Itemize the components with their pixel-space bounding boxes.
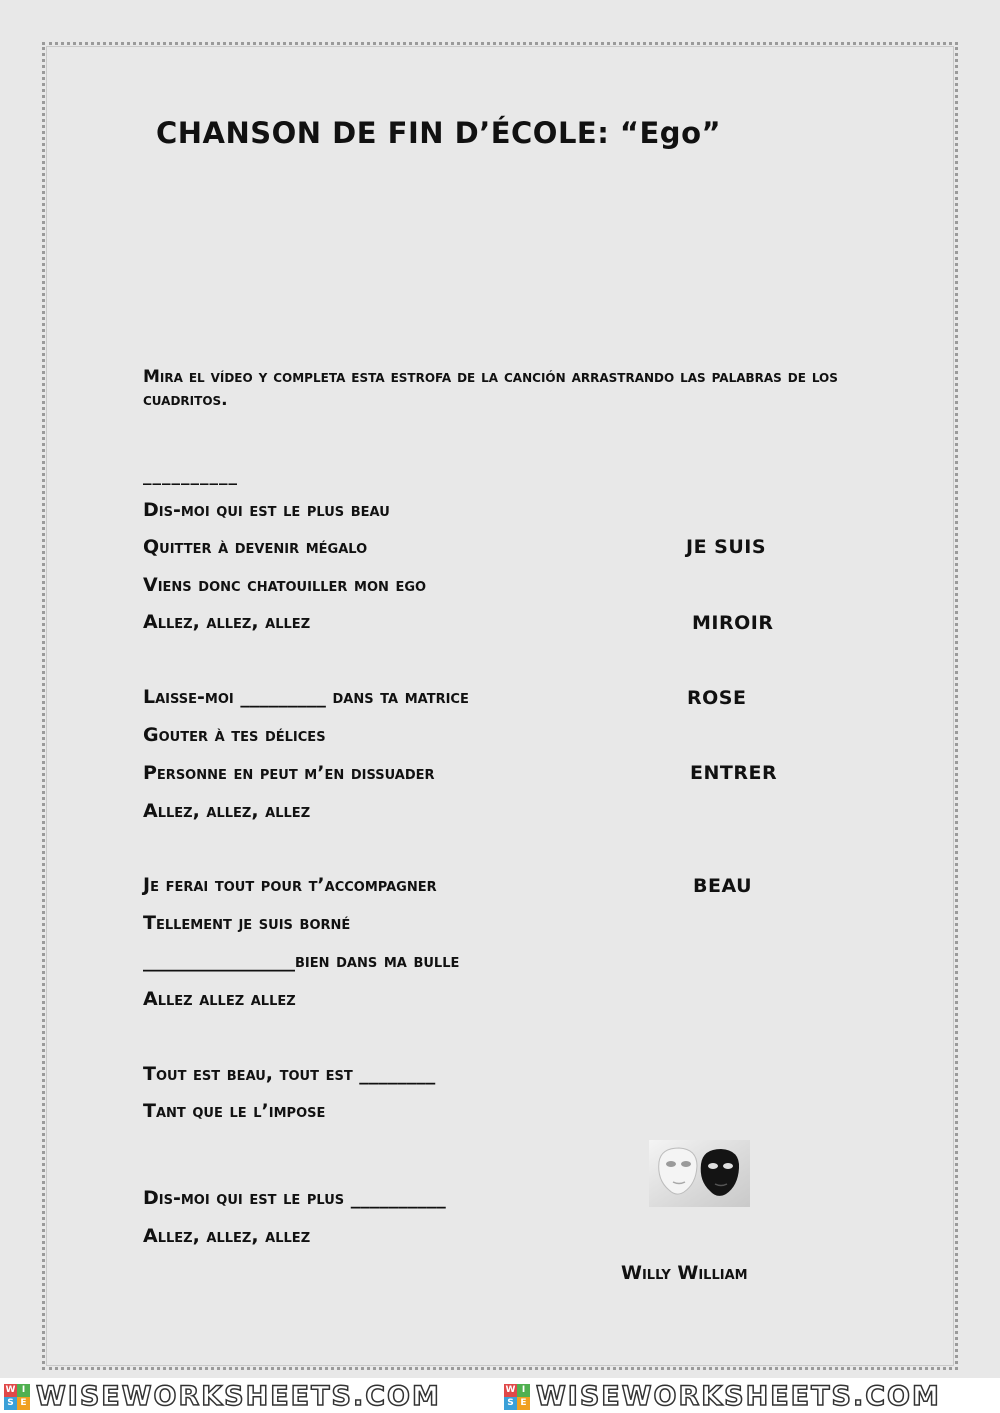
lyric-line: Personne en peut m’en dissuader [143,762,435,784]
lyric-line: Allez, allez, allez [143,1225,311,1247]
watermark-logo [4,1381,500,1411]
worksheet-title: CHANSON DE FIN D’ÉCOLE: “Ego” [156,116,722,150]
lyric-line: Gouter à tes délices [143,724,326,746]
lyric-line-with-blank[interactable]: ________________bien dans ma bulle [143,950,460,972]
lyric-line-with-blank[interactable]: Tout est beau, tout est ________ [143,1063,436,1085]
lyric-line-with-blank[interactable]: Laisse-moi _________ dans ta matrice [143,686,469,708]
word-bank-item[interactable]: ROSE [687,687,747,709]
logo-text: WISEWORKSHEETS.COM [536,1381,941,1412]
lyric-line: Dis-moi qui est le plus beau [143,499,390,521]
lyric-line: Allez allez allez [143,988,296,1010]
word-bank-item[interactable]: ENTRER [690,762,778,784]
word-bank-item[interactable]: BEAU [693,875,753,897]
logo-grid-icon: W I S E [4,1384,30,1410]
lyric-line: Viens donc chatouiller mon ego [143,574,427,596]
lyric-line: Quitter à devenir mégalo [143,536,368,558]
logo-grid-icon: W I S E [504,1384,530,1410]
footer-banner [0,1378,1000,1413]
song-author: Willy William [621,1262,748,1284]
lyric-line: Allez, allez, allez [143,611,311,633]
lyric-line: Allez, allez, allez [143,800,311,822]
logo-text: WISEWORKSHEETS.COM [36,1381,441,1412]
lyric-line: Tant que le l’impose [143,1100,326,1122]
theatre-masks-image [649,1140,750,1207]
word-bank-item[interactable]: JE SUIS [686,536,767,558]
lyric-line: Tellement je suis borné [143,912,351,934]
title-blank[interactable]: __________ [143,466,238,486]
watermark-logo [504,1381,1000,1411]
word-bank-item[interactable]: MIROIR [692,612,774,634]
lyric-line-with-blank[interactable]: Dis-moi qui est le plus __________ [143,1187,446,1209]
instruction-text: Mira el vídeo y completa esta estrofa de la canción arrastrando las palabras de los cuadritos. [143,367,838,410]
lyric-line: Je ferai tout pour t’accompagner [143,874,437,896]
